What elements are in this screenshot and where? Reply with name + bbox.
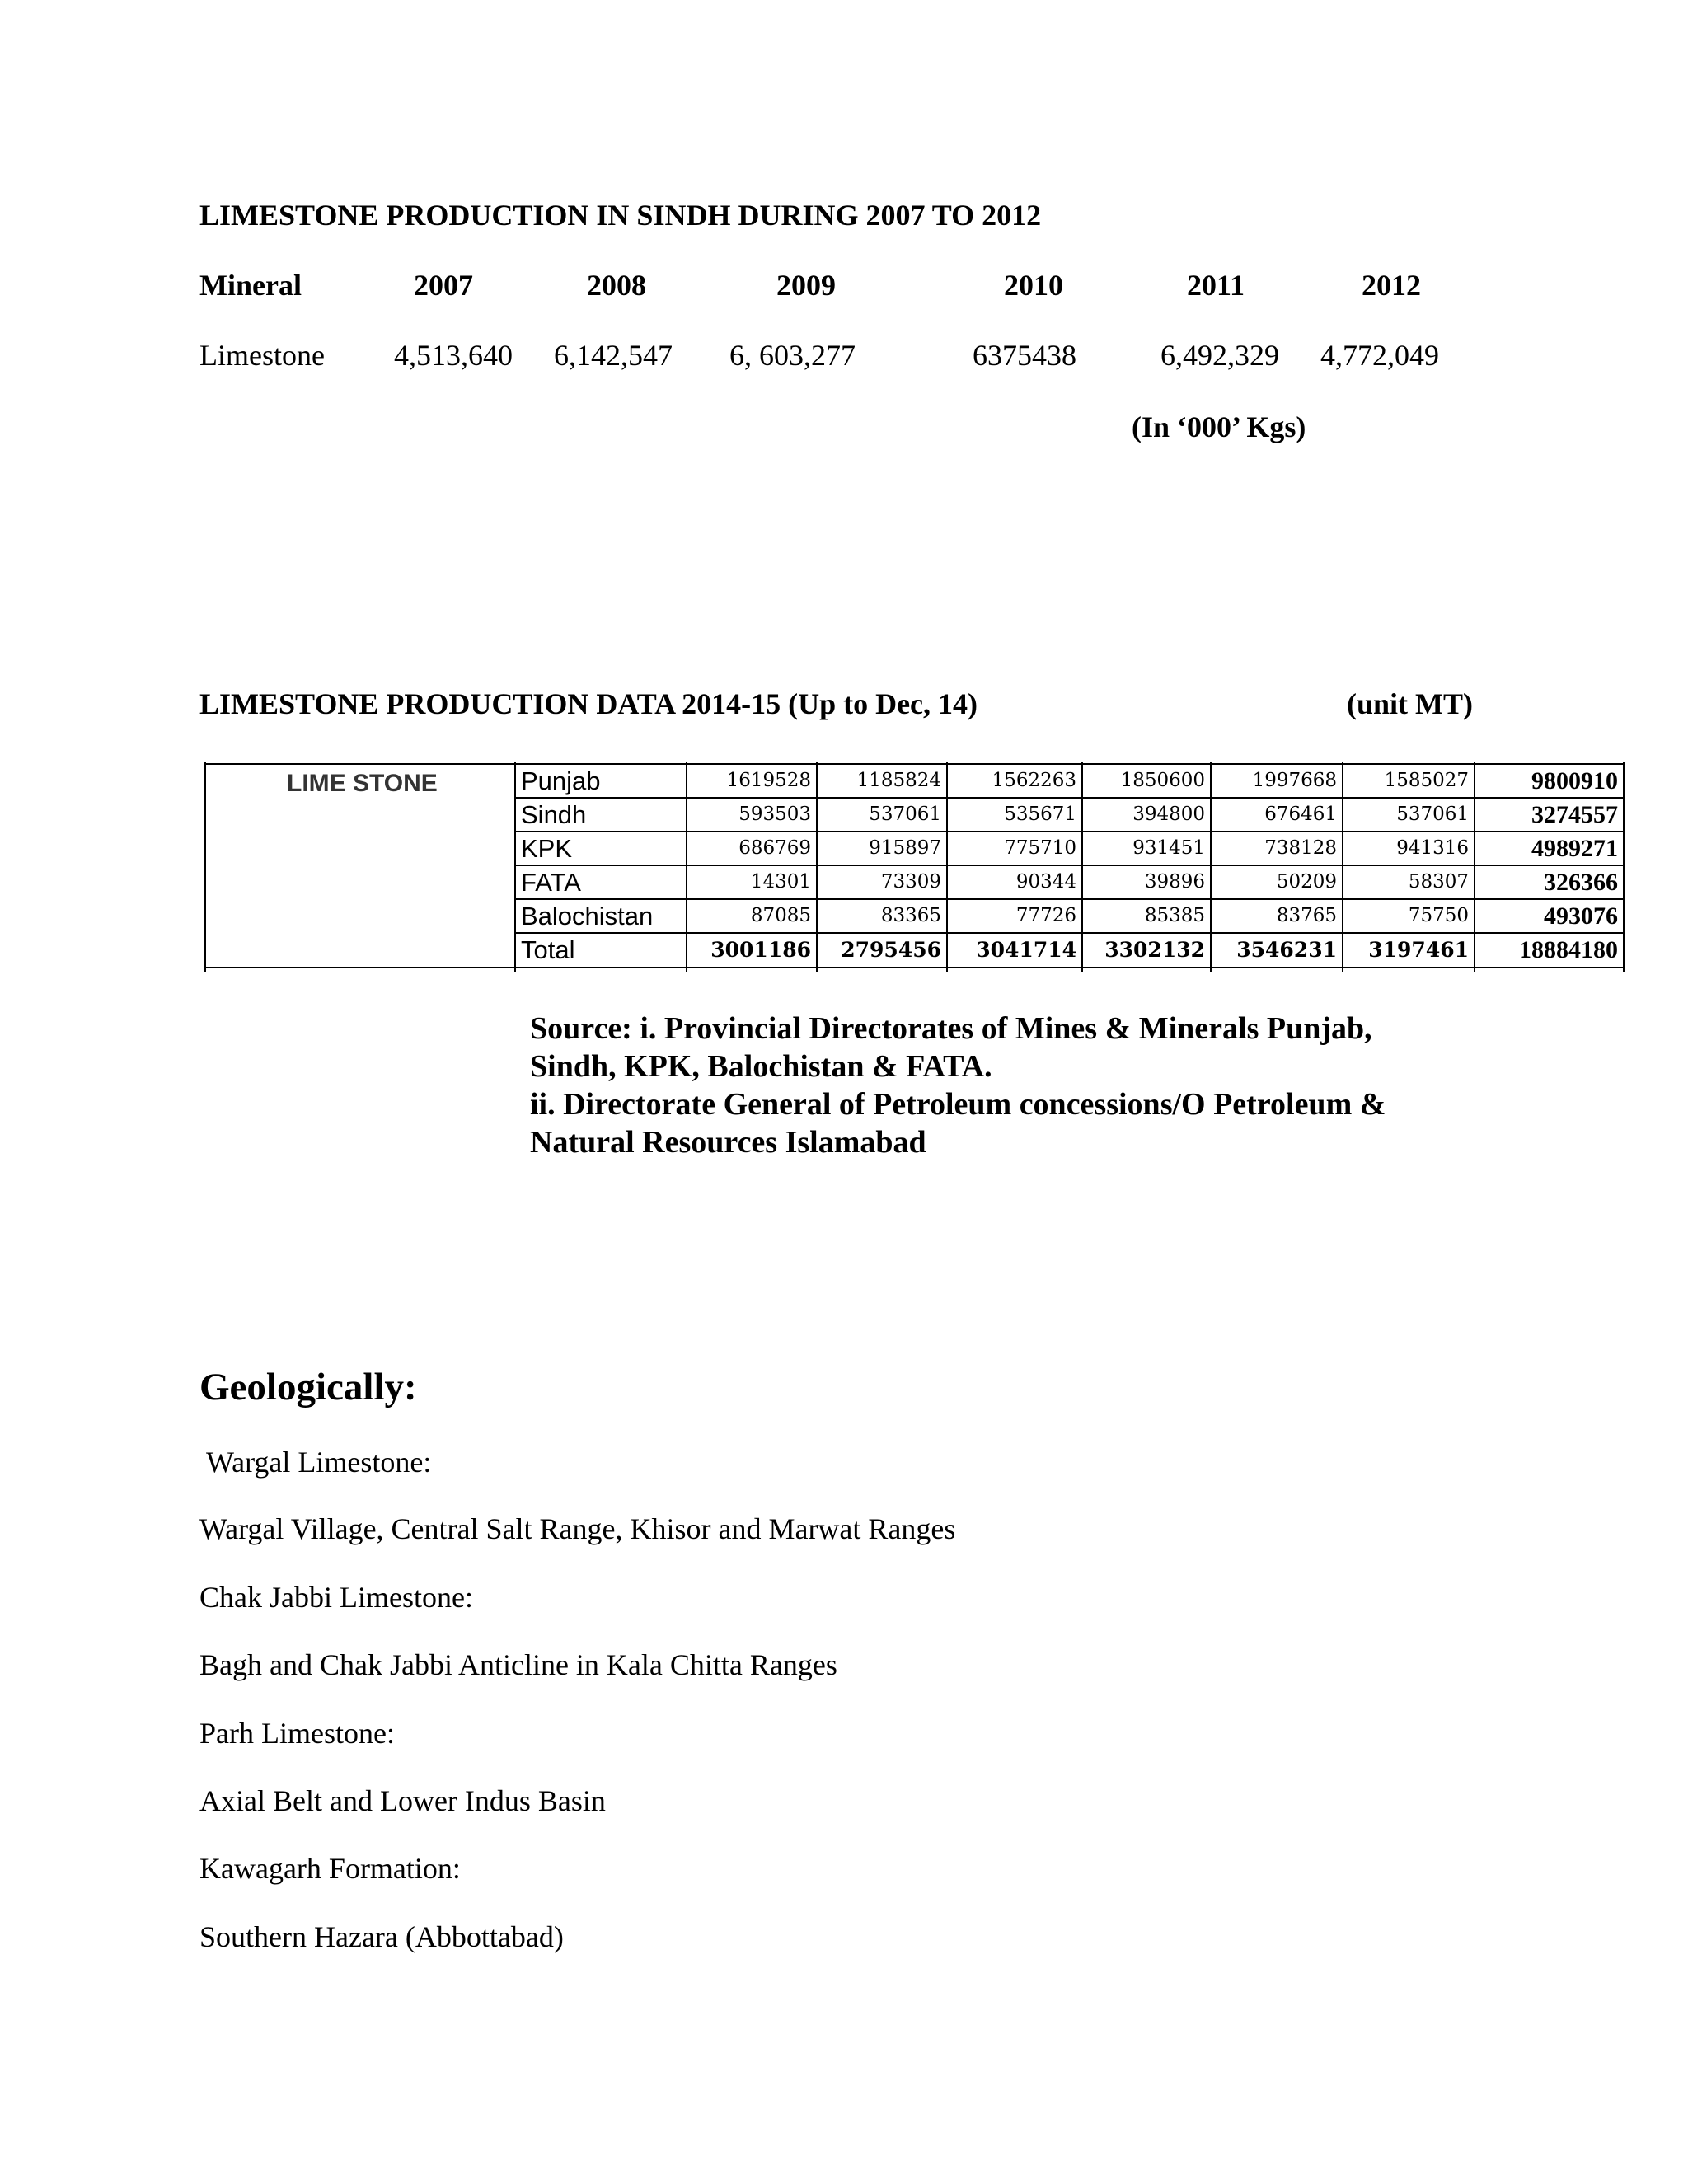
table-value-cell: 73309: [880, 871, 941, 893]
table-total-cell: 9800910: [1531, 767, 1618, 794]
table-value-cell: 90344: [1015, 871, 1076, 893]
header-2008: 2008: [587, 269, 646, 302]
geology-item-name: Wargal Limestone:: [206, 1446, 432, 1479]
table-value-cell: 3041714: [976, 938, 1076, 962]
table-value-cell: 941316: [1396, 837, 1469, 859]
section1-title: LIMESTONE PRODUCTION IN SINDH DURING 2007 TO 2012: [199, 199, 1042, 232]
table-value-cell: 931451: [1132, 837, 1205, 859]
geology-item-name: Parh Limestone:: [199, 1717, 395, 1750]
table-value-cell: 83765: [1276, 905, 1337, 926]
geology-heading: Geologically:: [199, 1366, 417, 1408]
table-region-cell: Sindh: [521, 800, 587, 829]
geology-item-location: Southern Hazara (Abbottabad): [199, 1920, 564, 1953]
section1-unit: (In ‘000’ Kgs): [1132, 410, 1306, 443]
table-value-cell: 3197461: [1368, 938, 1469, 962]
table-value-cell: 593503: [738, 804, 811, 825]
section2-title: LIMESTONE PRODUCTION DATA 2014-15 (Up to Dec, 14): [199, 687, 978, 720]
table-value-cell: 537061: [1396, 804, 1469, 825]
table-value-cell: 1850600: [1120, 770, 1205, 791]
table-label: LIME STONE: [287, 770, 438, 797]
section2-unit: (unit MT): [1347, 687, 1473, 720]
header-mineral: Mineral: [199, 269, 302, 302]
table-value-cell: 3302132: [1104, 938, 1205, 962]
table-value-cell: 85385: [1144, 905, 1205, 926]
table-region-cell: Balochistan: [521, 902, 654, 930]
table-region-cell: Punjab: [521, 766, 601, 795]
header-2009: 2009: [776, 269, 836, 302]
row-mineral: Limestone: [199, 339, 325, 372]
table-value-cell: 58307: [1408, 871, 1469, 893]
table-total-cell: 326366: [1544, 869, 1618, 896]
table-value-cell: 686769: [738, 837, 811, 859]
source-line: ii. Directorate General of Petroleum concessions/O Petroleum &: [530, 1087, 1386, 1122]
table-region-cell: FATA: [521, 868, 581, 897]
geology-item-name: Chak Jabbi Limestone:: [199, 1581, 473, 1614]
table-vline: [204, 762, 206, 972]
geology-item-name: Kawagarh Formation:: [199, 1852, 461, 1885]
value-2010: 6375438: [973, 339, 1076, 372]
table-value-cell: 77726: [1015, 905, 1076, 926]
table-value-cell: 915897: [869, 837, 941, 859]
table-value-cell: 738128: [1264, 837, 1337, 859]
table-value-cell: 676461: [1264, 804, 1337, 825]
header-2012: 2012: [1362, 269, 1421, 302]
table-total-cell: 18884180: [1519, 936, 1618, 963]
table-value-cell: 39896: [1144, 871, 1205, 893]
table-value-cell: 87085: [750, 905, 811, 926]
table-value-cell: 1997668: [1252, 770, 1337, 791]
table-value-cell: 3001186: [710, 938, 811, 962]
table-value-cell: 3546231: [1236, 938, 1337, 962]
table-total-cell: 493076: [1544, 902, 1618, 930]
header-2007: 2007: [414, 269, 473, 302]
source-line: Source: i. Provincial Directorates of Mines & Minerals Punjab,: [530, 1011, 1372, 1046]
table-value-cell: 1619528: [726, 770, 811, 791]
table-value-cell: 775710: [1004, 837, 1076, 859]
table-total-cell: 4989271: [1531, 835, 1618, 862]
header-2010: 2010: [1004, 269, 1063, 302]
production-table: [204, 762, 1625, 972]
value-2012: 4,772,049: [1320, 339, 1439, 372]
table-value-cell: 50209: [1276, 871, 1337, 893]
value-2007: 4,513,640: [394, 339, 513, 372]
source-line: Sindh, KPK, Balochistan & FATA.: [530, 1049, 992, 1084]
table-value-cell: 83365: [880, 905, 941, 926]
table-vline: [1623, 762, 1625, 972]
value-2009: 6, 603,277: [729, 339, 856, 372]
header-2011: 2011: [1187, 269, 1245, 302]
table-value-cell: 535671: [1004, 804, 1076, 825]
table-total-cell: 3274557: [1531, 801, 1618, 828]
table-value-cell: 14301: [750, 871, 811, 893]
geology-item-location: Axial Belt and Lower Indus Basin: [199, 1784, 606, 1817]
table-value-cell: 537061: [869, 804, 941, 825]
value-2011: 6,492,329: [1160, 339, 1279, 372]
table-value-cell: 75750: [1408, 905, 1469, 926]
table-value-cell: 1585027: [1384, 770, 1469, 791]
table-hline: [204, 967, 1625, 968]
source-note: [530, 1010, 1386, 1161]
table-value-cell: 1185824: [856, 770, 941, 791]
source-line: Natural Resources Islamabad: [530, 1125, 926, 1160]
geology-item-location: Bagh and Chak Jabbi Anticline in Kala Chitta Ranges: [199, 1648, 837, 1681]
table-value-cell: 2795456: [841, 938, 941, 962]
geology-item-location: Wargal Village, Central Salt Range, Khisor and Marwat Ranges: [199, 1512, 956, 1545]
table-value-cell: 394800: [1132, 804, 1205, 825]
table-value-cell: 1562263: [992, 770, 1076, 791]
value-2008: 6,142,547: [554, 339, 673, 372]
table-region-cell: Total: [521, 935, 575, 964]
table-region-cell: KPK: [521, 834, 573, 863]
